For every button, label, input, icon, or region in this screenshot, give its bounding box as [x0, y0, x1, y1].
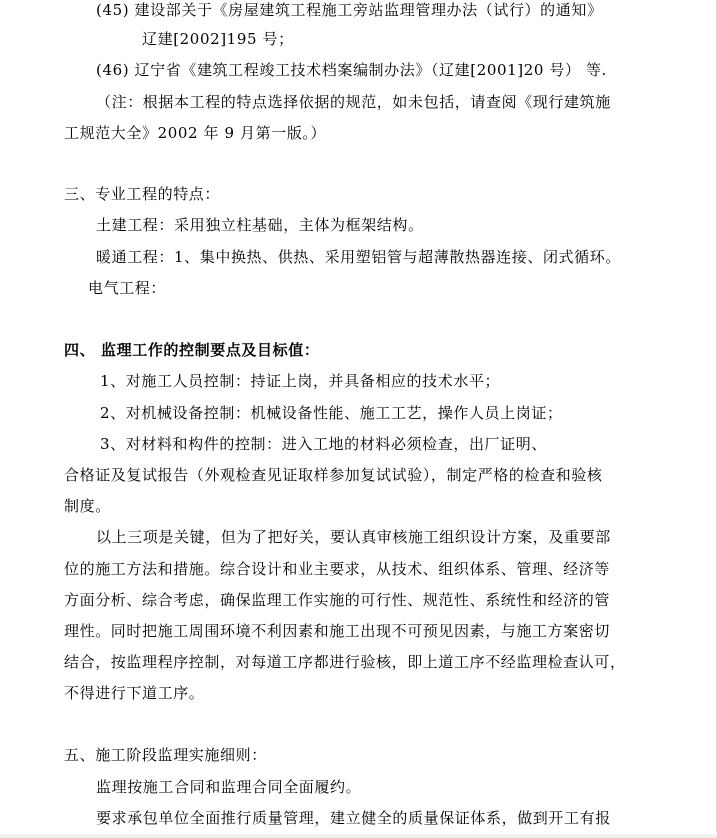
paragraph-line: 不得进行下道工序。	[64, 684, 205, 702]
section-5-line: 监理按施工合同和监理合同全面履约。	[96, 778, 362, 796]
hvac-engineering-line: 暖通工程：1、集中换热、供热、采用塑铝管与超薄散热器连接、闭式循环。	[96, 248, 621, 266]
control-item-3-end: 制度。	[64, 497, 111, 515]
paragraph-line: 理性。同时把施工周围环境不利因素和施工出现不可预见因素，与施工方案密切	[64, 622, 611, 640]
control-item-3: 3、对材料和构件的控制：进入工地的材料必须检查，出厂证明、	[100, 435, 547, 453]
section-3-heading: 三、专业工程的特点：	[64, 185, 221, 203]
control-item-3-continuation: 合格证及复试报告（外观检查见证取样参加复试试验），制定严格的检查和验核	[64, 466, 603, 484]
civil-engineering-line: 土建工程：采用独立柱基础，主体为框架结构。	[96, 216, 424, 234]
section-5-heading: 五、施工阶段监理实施细则：	[64, 746, 267, 764]
electrical-engineering-line: 电气工程：	[88, 279, 167, 297]
paragraph-line: 位的施工方法和措施。综合设计和业主要求，从技术、组织体系、管理、经济等	[64, 560, 611, 578]
control-item-1: 1、对施工人员控制：持证上岗，并具备相应的技术水平；	[100, 372, 501, 390]
reference-item-45: (45) 建设部关于《房屋建筑工程施工旁站监理管理办法（试行）的通知》	[96, 1, 603, 19]
reference-item-45-continuation: 辽建[2002]195 号；	[142, 30, 294, 48]
paragraph-line: 结合，按监理程序控制，对每道工序都进行验核，即上道工序不经监理检查认可，	[64, 653, 626, 671]
section-4-heading: 四、 监理工作的控制要点及目标值：	[64, 341, 320, 359]
note-line: （注：根据本工程的特点选择依据的规范，如未包括，请查阅《现行建筑施	[96, 93, 611, 111]
page-bottom-shadow	[0, 832, 717, 838]
control-item-2: 2、对机械设备控制：机械设备性能、施工工艺，操作人员上岗证；	[100, 404, 563, 422]
note-line-continuation: 工规范大全》2002 年 9 月第一版。）	[64, 124, 327, 142]
paragraph-line: 方面分析、综合考虑，确保监理工作实施的可行性、规范性、系统性和经济的管	[64, 591, 611, 609]
section-5-line: 要求承包单位全面推行质量管理，建立健全的质量保证体系，做到开工有报	[96, 809, 611, 827]
reference-item-46: (46) 辽宁省《建筑工程竣工技术档案编制办法》（辽建[2001]20 号） 等.	[96, 61, 607, 79]
paragraph-line: 以上三项是关键，但为了把好关，要认真审核施工组织设计方案，及重要部	[96, 528, 611, 546]
